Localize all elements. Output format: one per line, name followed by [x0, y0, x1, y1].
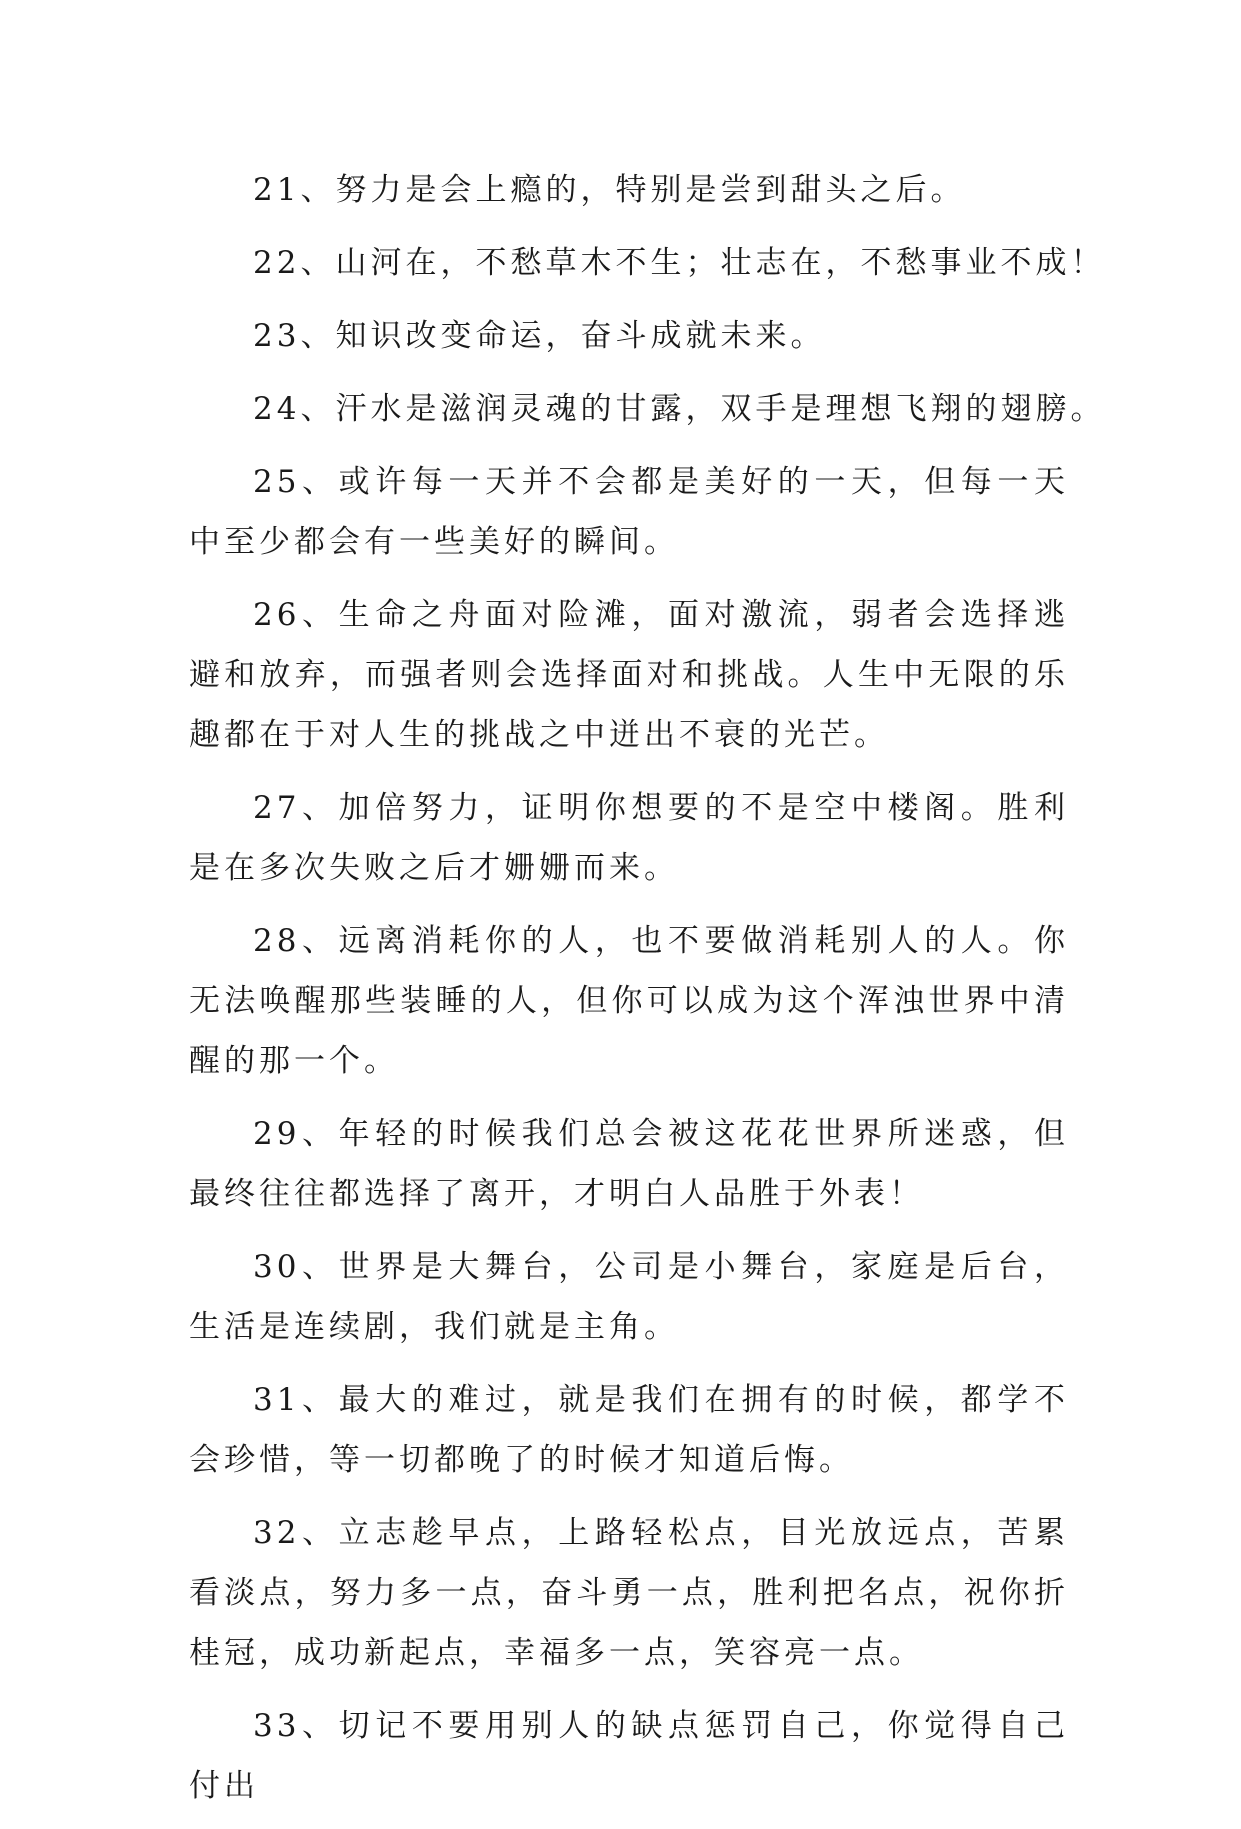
paragraph-30: 30、世界是大舞台，公司是小舞台，家庭是后台，生活是连续剧，我们就是主角。: [189, 1249, 1069, 1345]
paragraph-32: 32、立志趁早点，上路轻松点，目光放远点，苦累看淡点，努力多一点，奋斗勇一点，胜利把名点，祝你折桂冠，成功新起点，幸福多一点，笑容亮一点。: [189, 1515, 1069, 1671]
paragraph-22: 22、山河在，不愁草木不生；壮志在，不愁事业不成！: [253, 245, 1106, 281]
paragraph-27: 27、加倍努力，证明你想要的不是空中楼阁。胜利是在多次失败之后才姗姗而来。: [189, 790, 1069, 886]
paragraph-21: 21、努力是会上瘾的，特别是尝到甜头之后。: [253, 172, 966, 208]
paragraph-29: 29、年轻的时候我们总会被这花花世界所迷惑，但最终往往都选择了离开，才明白人品胜于外表！: [189, 1116, 1069, 1212]
paragraph-28: 28、远离消耗你的人，也不要做消耗别人的人。你无法唤醒那些装睡的人，但你可以成为这个浑浊世界中清醒的那一个。: [189, 923, 1069, 1079]
paragraph-25: 25、或许每一天并不会都是美好的一天，但每一天中至少都会有一些美好的瞬间。: [189, 464, 1069, 560]
paragraph-24: 24、汗水是滋润灵魂的甘露，双手是理想飞翔的翅膀。: [253, 391, 1106, 427]
paragraph-33: 33、切记不要用别人的缺点惩罚自己，你觉得自己付出: [189, 1708, 1069, 1804]
paragraph-31: 31、最大的难过，就是我们在拥有的时候，都学不会珍惜，等一切都晚了的时候才知道后悔。: [189, 1382, 1069, 1478]
paragraph-26: 26、生命之舟面对险滩，面对激流，弱者会选择逃避和放弃，而强者则会选择面对和挑战。人生中无限的乐趣都在于对人生的挑战之中迸出不衰的光芒。: [189, 597, 1069, 753]
document-body: [189, 160, 1106, 1829]
paragraph-23: 23、知识改变命运，奋斗成就未来。: [253, 318, 826, 354]
